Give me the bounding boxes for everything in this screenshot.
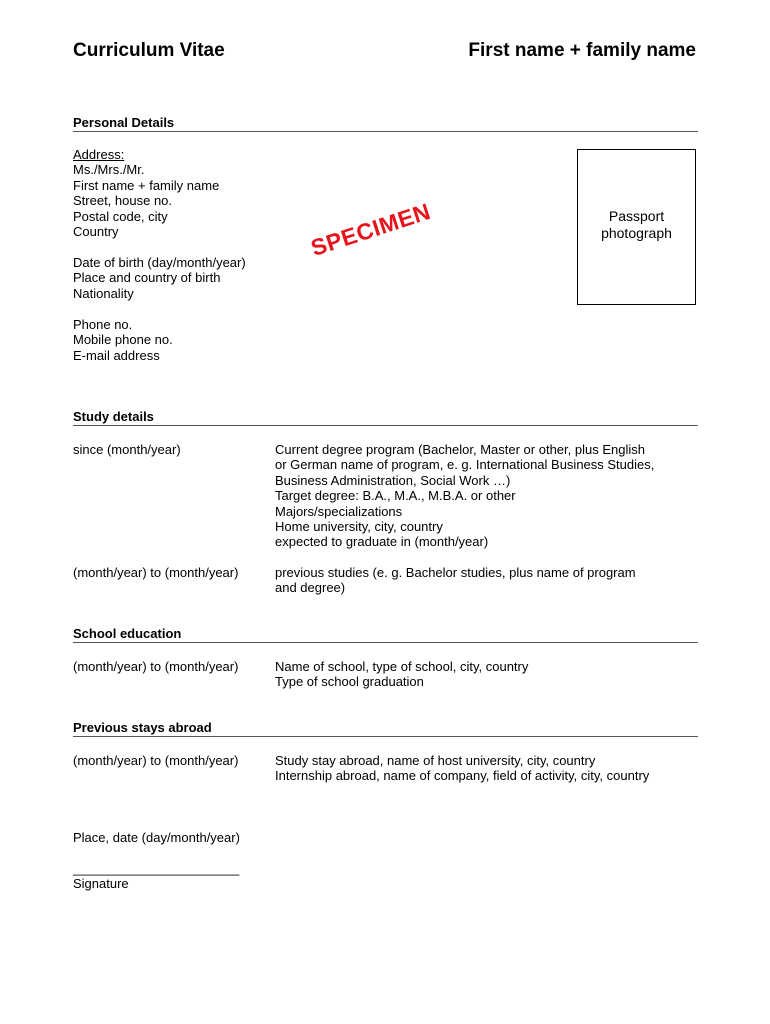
abroad-detail-line: Study stay abroad, name of host university, city, country	[275, 753, 596, 768]
contact-line: Phone no.	[73, 317, 133, 332]
address-line: Ms./Mrs./Mr.	[73, 162, 145, 178]
study-detail-line: Target degree: B.A., M.A., M.B.A. or other	[275, 488, 516, 504]
study-row2-details	[275, 565, 636, 596]
school-row-details	[275, 659, 528, 690]
personal-details-heading: Personal Details	[73, 115, 698, 132]
contact-line: Mobile phone no.	[73, 332, 173, 348]
contact-block	[73, 317, 173, 363]
study-detail-line: previous studies (e. g. Bachelor studies, plus name of program	[275, 565, 636, 580]
school-education-heading: School education	[73, 626, 698, 643]
study-detail-line: Business Administration, Social Work …)	[275, 472, 511, 488]
study-row1-details	[275, 442, 654, 550]
study-details-heading: Study details	[73, 409, 698, 426]
study-detail-line: expected to graduate in (month/year)	[275, 534, 489, 550]
contact-line: E-mail address	[73, 347, 160, 363]
study-detail-line: Current degree program (Bachelor, Master or other, plus English	[275, 442, 645, 457]
signature-label: Signature	[73, 876, 129, 891]
signature-line: _______________________	[73, 861, 240, 876]
address-line: First name + family name	[73, 177, 220, 193]
photo-label: photograph	[601, 225, 672, 241]
study-detail-line: and degree)	[275, 580, 346, 596]
address-line: Postal code, city	[73, 208, 168, 224]
study-detail-line: Majors/specializations	[275, 503, 403, 519]
birth-line: Date of birth (day/month/year)	[73, 255, 246, 270]
birth-line: Nationality	[73, 285, 134, 301]
address-block	[73, 147, 219, 239]
abroad-row-date: (month/year) to (month/year)	[73, 753, 239, 768]
cv-title: Curriculum Vitae	[73, 40, 225, 61]
specimen-watermark: SPECIMEN	[307, 197, 434, 262]
study-detail-line: Home university, city, country	[275, 519, 443, 535]
abroad-detail-line: Internship abroad, name of company, field of activity, city, country	[275, 768, 650, 784]
photo-label: Passport	[608, 208, 665, 224]
school-detail-line: Type of school graduation	[275, 674, 424, 690]
school-row-date: (month/year) to (month/year)	[73, 659, 239, 674]
place-date-label: Place, date (day/month/year)	[73, 830, 240, 845]
study-row1-date: since (month/year)	[73, 442, 181, 457]
abroad-row-details	[275, 753, 649, 784]
name-placeholder: First name + family name	[468, 40, 696, 61]
birth-line: Place and country of birth	[73, 270, 221, 286]
study-row2-date: (month/year) to (month/year)	[73, 565, 239, 580]
address-line: Street, house no.	[73, 193, 173, 209]
stays-abroad-heading: Previous stays abroad	[73, 720, 698, 737]
birth-block	[73, 255, 246, 301]
school-detail-line: Name of school, type of school, city, country	[275, 659, 529, 674]
study-detail-line: or German name of program, e. g. International Business Studies,	[275, 457, 655, 473]
passport-photo-box	[577, 149, 696, 305]
address-line: Country	[73, 224, 119, 240]
address-label: Address:	[73, 147, 125, 162]
